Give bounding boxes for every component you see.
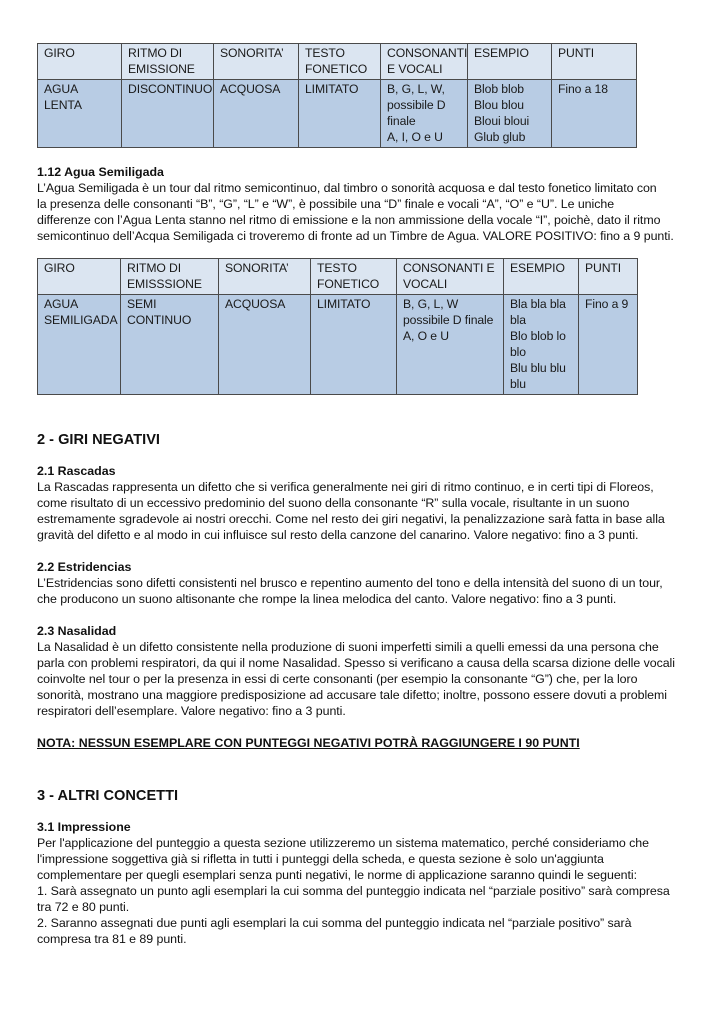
section-2-3 bbox=[37, 623, 697, 719]
cell-consonanti: B, G, L, W possibile D finale A, O e U bbox=[397, 295, 504, 395]
section-2-1 bbox=[37, 463, 697, 543]
section-2 bbox=[37, 431, 697, 751]
cell-testo: LIMITATO bbox=[311, 295, 397, 395]
section-3 bbox=[37, 787, 697, 947]
section-2-1-title: 2.1 Rascadas bbox=[37, 464, 116, 478]
header-consonanti: CONSONANTI E VOCALI bbox=[397, 259, 504, 295]
table-header-row bbox=[38, 44, 637, 80]
section-3-1-title: 3.1 Impressione bbox=[37, 820, 131, 834]
header-punti: PUNTI bbox=[579, 259, 638, 295]
header-sonorita: SONORITA’ bbox=[214, 44, 299, 80]
table-header-row bbox=[38, 259, 638, 295]
cell-punti: Fino a 9 bbox=[579, 295, 638, 395]
section-3-1 bbox=[37, 819, 697, 947]
cell-sonorita: ACQUOSA bbox=[219, 295, 311, 395]
header-giro: GIRO bbox=[38, 259, 121, 295]
table-row bbox=[38, 295, 638, 395]
section-3-1-body: Per l'applicazione del punteggio a questa sezione utilizzeremo un sistema matematico, perché consideriamo che l'impressione soggettiva già si rifletta in tutti i punteggi della scheda, e questa sezione è solo un'aggiunta complementare per quegli esemplari senza punti negativi, le norme di applicazione saranno quindi le seguenti: 1. Sarà assegnato un punto agli esemplari la cui somma del punteggio indicata nel “parziale positivo” sarà compresa tra 72 e 80 punti. 2. Saranno assegnati due punti agli esemplari la cui somma del punteggio indicata nel “parziale positivo” sarà compresa tra 81 e 89 punti. bbox=[37, 836, 670, 946]
header-consonanti: CONSONANTI E VOCALI bbox=[381, 44, 468, 80]
header-ritmo: RITMO DI EMISSSIONE bbox=[121, 259, 219, 295]
section-2-title: 2 - GIRI NEGATIVI bbox=[37, 432, 160, 448]
section-2-3-body: La Nasalidad è un difetto consistente nella produzione di suoni imperfetti simili a quelli emessi da una persona che parla con problemi respiratori, da qui il nome Nasalidad. Spesso si verificano a causa della scarsa dizione delle vocali coinvolte nel tour o per la presenza in essi di certe consonanti (per esempio la consonante “G”) che, per la loro sonorità, mostrano una maggiore predisposizione ad accusare tale difetto; inoltre, possono essere dovuti a problemi respiratori dell’esemplare. Valore negativo: fino a 3 punti. bbox=[37, 640, 675, 718]
section-3-title: 3 - ALTRI CONCETTI bbox=[37, 788, 179, 804]
header-esempio: ESEMPIO bbox=[504, 259, 579, 295]
header-esempio: ESEMPIO bbox=[468, 44, 552, 80]
section-2-2 bbox=[37, 559, 697, 607]
section-2-1-body: La Rascadas rappresenta un difetto che si verifica generalmente nei giri di ritmo continuo, e in certi tipi di Floreos, come risultato di un eccessivo predominio del suono della consonante “R” sulla vocale, risultante in un suono estremamente sgradevole ai nostri orecchi. Come nel resto dei giri negativi, la penalizzazione sarà fatta in base alla gravità del difetto e al modo in cui influisce sul resto della canzone del canarino. Valore negativo: fino a 3 punti. bbox=[37, 480, 665, 542]
section-1-12-body: L’Agua Semiligada è un tour dal ritmo semicontinuo, dal timbro o sonorità acquosa e dal testo fonetico limitato con la presenza delle consonanti “B”, “G”, “L” e “W”, è possibile una “D” finale e vocali “A”, “O” e “U”. Le uniche differenze con l’Agua Lenta stanno nel ritmo di emissione e la non ammissione della vocale “I”, poichè, dato il ritmo semicontinuo dell’Acqua Semiligada ci troveremo di fronte ad un Timbre de Agua. VALORE POSITIVO: fino a 9 punti. bbox=[37, 181, 674, 243]
section-1-12-title: 1.12 Agua Semiligada bbox=[37, 165, 164, 179]
header-giro: GIRO bbox=[38, 44, 122, 80]
cell-giro: AGUA LENTA bbox=[38, 80, 122, 148]
cell-sonorita: ACQUOSA bbox=[214, 80, 299, 148]
header-testo: TESTO FONETICO bbox=[299, 44, 381, 80]
table-row bbox=[38, 80, 637, 148]
cell-ritmo: DISCONTINUO bbox=[122, 80, 214, 148]
agua-lenta-table bbox=[37, 43, 637, 148]
section-2-2-body: L’Estridencias sono difetti consistenti nel brusco e repentino aumento del tono e della intensità del suono di un tour, che producono un suono altisonante che rompe la linea melodica del canto. Valore negativo: fino a 3 punti. bbox=[37, 576, 663, 606]
header-punti: PUNTI bbox=[552, 44, 637, 80]
nota-note: NOTA: NESSUN ESEMPLARE CON PUNTEGGI NEGATIVI POTRÀ RAGGIUNGERE I 90 PUNTI bbox=[37, 736, 580, 750]
cell-giro: AGUA SEMILIGADA bbox=[38, 295, 121, 395]
agua-semiligada-table bbox=[37, 258, 638, 395]
cell-esempio: Bla bla bla bla Blo blob lo blo Blu blu blu blu bbox=[504, 295, 579, 395]
cell-testo: LIMITATO bbox=[299, 80, 381, 148]
section-1-12 bbox=[37, 164, 697, 244]
cell-punti: Fino a 18 bbox=[552, 80, 637, 148]
section-2-2-title: 2.2 Estridencias bbox=[37, 560, 132, 574]
header-ritmo: RITMO DI EMISSIONE bbox=[122, 44, 214, 80]
cell-esempio: Blob blob Blou blou Bloui bloui Glub glub bbox=[468, 80, 552, 148]
document-page bbox=[37, 43, 697, 947]
header-sonorita: SONORITA’ bbox=[219, 259, 311, 295]
cell-ritmo: SEMI CONTINUO bbox=[121, 295, 219, 395]
header-testo: TESTO FONETICO bbox=[311, 259, 397, 295]
cell-consonanti: B, G, L, W, possibile D finale A, I, O e U bbox=[381, 80, 468, 148]
section-2-3-title: 2.3 Nasalidad bbox=[37, 624, 117, 638]
